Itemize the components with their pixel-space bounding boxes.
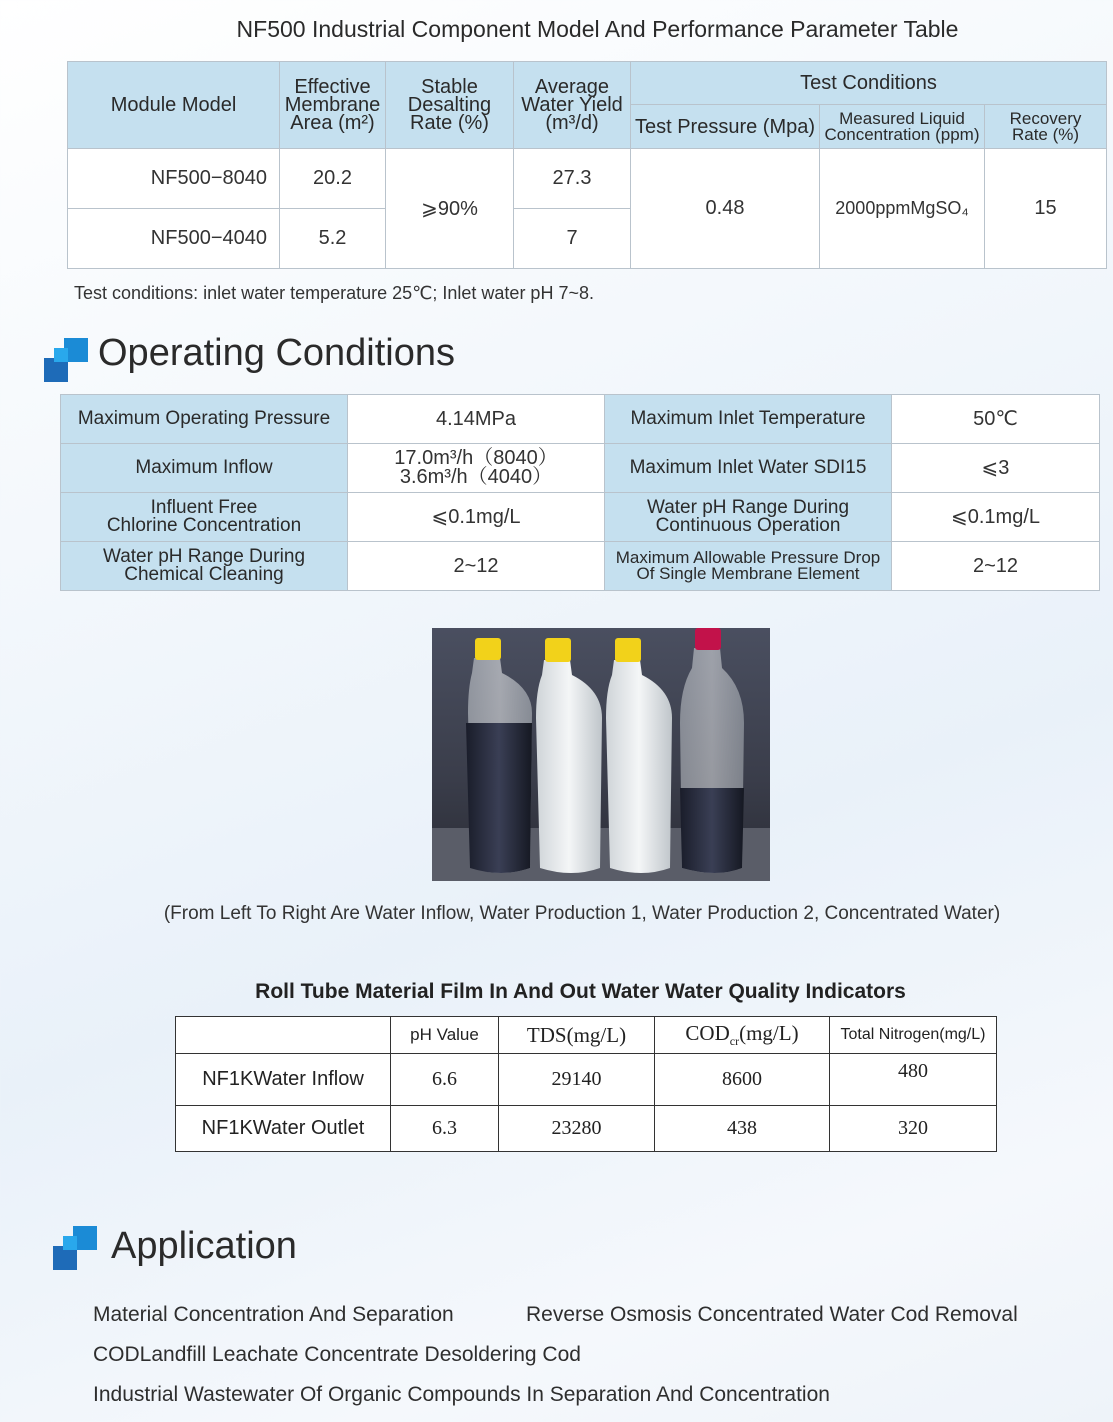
header-module-model: Module Model — [68, 62, 280, 149]
table-row — [61, 542, 1100, 591]
max-inlet-temperature-label: Maximum Inlet Temperature — [605, 395, 892, 444]
header-recovery-rate: Recovery Rate (%) — [985, 105, 1107, 149]
max-inlet-temperature-value: 50℃ — [892, 395, 1100, 444]
application-item: Material Concentration And Separation — [93, 1303, 454, 1326]
section-icon — [44, 338, 88, 382]
model-cell: NF500−4040 — [68, 209, 280, 269]
cod-cell: 438 — [655, 1106, 830, 1152]
concentration-cell: 2000ppmMgSO₄ — [820, 149, 985, 269]
operating-conditions-title: Operating Conditions — [98, 332, 455, 374]
header-empty — [176, 1017, 391, 1054]
pressure-cell: 0.48 — [631, 149, 820, 269]
ph-cleaning-value: 2~12 — [348, 542, 605, 591]
table-row — [68, 149, 1107, 209]
free-chlorine-value: ⩽0.1mg/L — [348, 493, 605, 542]
pressure-drop-label: Maximum Allowable Pressure Drop Of Single Membrane Element — [605, 542, 892, 591]
max-inflow-label: Maximum Inflow — [61, 444, 348, 493]
table-row — [61, 493, 1100, 542]
test-conditions-footnote: Test conditions: inlet water temperature 25℃; Inlet water pH 7~8. — [74, 283, 594, 303]
application-item: Industrial Wastewater Of Organic Compounds In Separation And Concentration — [93, 1383, 830, 1406]
free-chlorine-label: Influent Free Chlorine Concentration — [61, 493, 348, 542]
yield-cell: 27.3 — [514, 149, 631, 209]
max-operating-pressure-label: Maximum Operating Pressure — [61, 395, 348, 444]
max-inlet-sdi-label: Maximum Inlet Water SDI15 — [605, 444, 892, 493]
header-test-pressure: Test Pressure (Mpa) — [631, 105, 820, 149]
operating-conditions-table — [60, 394, 1100, 591]
header-total-nitrogen: Total Nitrogen(mg/L) — [830, 1017, 997, 1054]
tds-cell: 23280 — [499, 1106, 655, 1152]
ph-continuous-label: Water pH Range During Continuous Operation — [605, 493, 892, 542]
table-row — [61, 444, 1100, 493]
table-row — [61, 395, 1100, 444]
header-desalting-rate: Stable Desalting Rate (%) — [386, 62, 514, 149]
table-row — [176, 1054, 997, 1106]
header-membrane-area: Effective Membrane Area (m²) — [280, 62, 386, 149]
application-item: Reverse Osmosis Concentrated Water Cod Removal — [526, 1303, 1018, 1326]
tds-cell: 29140 — [499, 1054, 655, 1106]
header-tds: TDS(mg/L) — [499, 1017, 655, 1054]
photo-caption: (From Left To Right Are Water Inflow, Water Production 1, Water Production 2, Concentrated Water) — [163, 903, 1001, 924]
row-name: NF1KWater Outlet — [176, 1106, 391, 1152]
ph-cell: 6.3 — [391, 1106, 499, 1152]
water-quality-title: Roll Tube Material Film In And Out Water Water Quality Indicators — [255, 980, 906, 1003]
area-cell: 5.2 — [280, 209, 386, 269]
ph-cleaning-label: Water pH Range During Chemical Cleaning — [61, 542, 348, 591]
performance-table — [67, 61, 1107, 269]
pressure-drop-value: 2~12 — [892, 542, 1100, 591]
ph-cell: 6.6 — [391, 1054, 499, 1106]
area-cell: 20.2 — [280, 149, 386, 209]
row-name: NF1KWater Inflow — [176, 1054, 391, 1106]
yield-cell: 7 — [514, 209, 631, 269]
recovery-cell: 15 — [985, 149, 1107, 269]
tn-cell: 320 — [830, 1106, 997, 1152]
section-icon — [53, 1226, 97, 1270]
header-test-conditions: Test Conditions — [631, 62, 1107, 105]
header-water-yield: Average Water Yield (m³/d) — [514, 62, 631, 149]
model-cell: NF500−8040 — [68, 149, 280, 209]
cod-cell: 8600 — [655, 1054, 830, 1106]
table-header-row — [176, 1017, 997, 1054]
water-samples-photo — [432, 628, 770, 881]
application-title: Application — [111, 1225, 297, 1267]
application-item: CODLandfill Leachate Concentrate Desoldering Cod — [93, 1343, 581, 1366]
water-quality-table — [175, 1016, 997, 1152]
header-liquid-concentration: Measured Liquid Concentration (ppm) — [820, 105, 985, 149]
tn-cell: 480 — [830, 1054, 997, 1106]
max-inflow-value: 17.0m³/h（8040） 3.6m³/h（4040） — [348, 444, 605, 493]
max-operating-pressure-value: 4.14MPa — [348, 395, 605, 444]
max-inlet-sdi-value: ⩽3 — [892, 444, 1100, 493]
header-cod: $COD_{cr}(mg/L)$ — [655, 1017, 830, 1054]
table-row — [176, 1106, 997, 1152]
header-ph: pH Value — [391, 1017, 499, 1054]
table1-title: NF500 Industrial Component Model And Performance Parameter Table — [236, 16, 959, 42]
ph-continuous-value: ⩽0.1mg/L — [892, 493, 1100, 542]
desalting-cell: ⩾90% — [386, 149, 514, 269]
